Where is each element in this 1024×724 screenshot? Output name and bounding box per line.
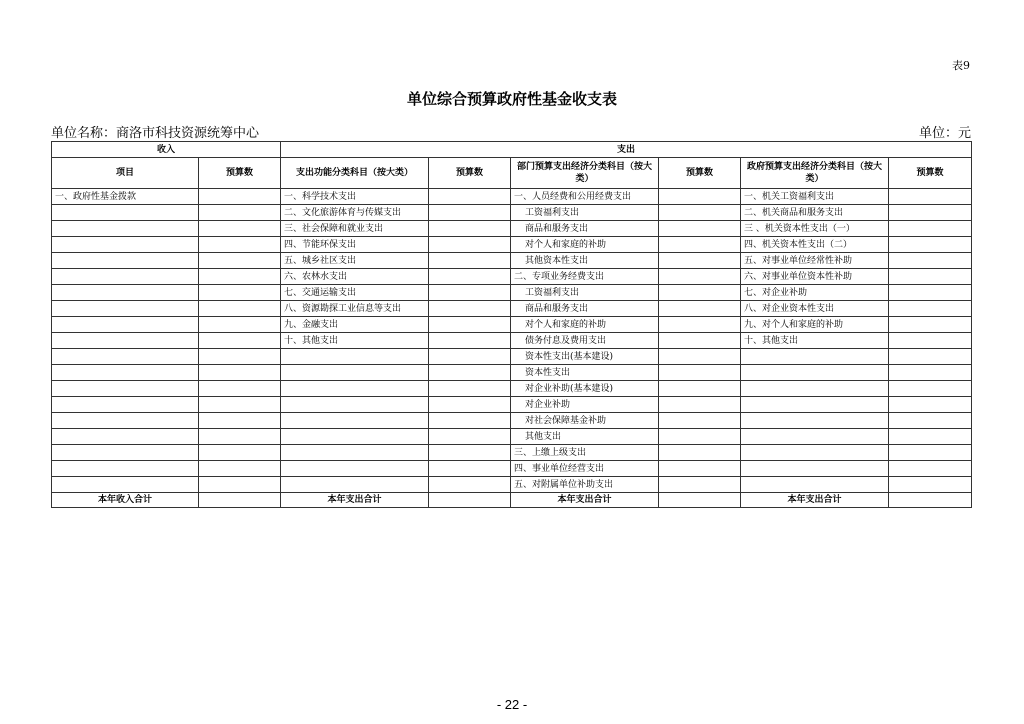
table-row <box>52 333 972 349</box>
org-name: 单位名称：商洛市科技资源统筹中心 <box>51 126 260 141</box>
gov-budget-cell <box>889 477 972 493</box>
func-budget-cell <box>429 237 511 253</box>
func-budget-cell <box>429 381 511 397</box>
gov-item-cell <box>741 397 889 413</box>
func-item-cell <box>281 413 429 429</box>
income-item-cell <box>52 269 199 285</box>
dept-budget-cell <box>659 445 741 461</box>
table-row <box>52 461 972 477</box>
gov-budget-cell <box>889 413 972 429</box>
dept-item-cell: 对个人和家庭的补助 <box>511 317 659 333</box>
func-item-cell: 六、农林水支出 <box>281 269 429 285</box>
dept-item-cell: 对企业补助(基本建设) <box>511 381 659 397</box>
func-item-cell <box>281 445 429 461</box>
func-class-header: 支出功能分类科目（按大类） <box>281 158 429 189</box>
gov-budget-cell <box>889 429 972 445</box>
gov-budget-cell <box>889 221 972 237</box>
gov-budget-cell <box>889 349 972 365</box>
income-budget-cell <box>199 349 281 365</box>
func-budget-cell <box>429 221 511 237</box>
func-budget-cell <box>429 285 511 301</box>
func-item-cell: 二、文化旅游体育与传媒支出 <box>281 205 429 221</box>
gov-item-cell <box>741 461 889 477</box>
income-budget-cell <box>199 445 281 461</box>
dept-budget-cell <box>659 477 741 493</box>
dept-budget-cell <box>659 317 741 333</box>
func-total-value <box>429 493 511 508</box>
func-budget-cell <box>429 349 511 365</box>
header-row-2 <box>52 158 972 189</box>
func-item-cell: 一、科学技术支出 <box>281 189 429 205</box>
table-row <box>52 381 972 397</box>
dept-item-cell: 商品和服务支出 <box>511 301 659 317</box>
gov-budget-cell <box>889 301 972 317</box>
table-row <box>52 253 972 269</box>
dept-item-cell: 二、专项业务经费支出 <box>511 269 659 285</box>
func-item-cell: 七、交通运输支出 <box>281 285 429 301</box>
table-row <box>52 477 972 493</box>
gov-item-cell: 三 、机关资本性支出（一） <box>741 221 889 237</box>
dept-item-cell: 三、上缴上级支出 <box>511 445 659 461</box>
income-budget-cell <box>199 461 281 477</box>
func-budget-cell <box>429 333 511 349</box>
income-budget-cell <box>199 381 281 397</box>
func-item-cell <box>281 461 429 477</box>
table-row <box>52 365 972 381</box>
func-budget-cell <box>429 365 511 381</box>
income-budget-cell <box>199 189 281 205</box>
table-row <box>52 445 972 461</box>
dept-budget-cell <box>659 253 741 269</box>
dept-item-cell: 一、人员经费和公用经费支出 <box>511 189 659 205</box>
gov-item-cell: 四、机关资本性支出（二） <box>741 237 889 253</box>
income-item-cell <box>52 461 199 477</box>
func-item-cell: 九、金融支出 <box>281 317 429 333</box>
income-budget-cell <box>199 237 281 253</box>
dept-item-cell: 工资福利支出 <box>511 205 659 221</box>
dept-budget-cell <box>659 301 741 317</box>
func-item-cell: 四、节能环保支出 <box>281 237 429 253</box>
gov-item-cell: 十、其他支出 <box>741 333 889 349</box>
gov-item-cell: 九、对个人和家庭的补助 <box>741 317 889 333</box>
gov-budget-cell <box>889 253 972 269</box>
income-item-cell <box>52 413 199 429</box>
gov-item-cell <box>741 413 889 429</box>
table-row <box>52 413 972 429</box>
totals-row <box>52 493 972 508</box>
table-row <box>52 205 972 221</box>
dept-budget-cell <box>659 461 741 477</box>
table-row <box>52 285 972 301</box>
func-budget-cell <box>429 317 511 333</box>
dept-item-cell: 五、对附属单位补助支出 <box>511 477 659 493</box>
income-item-cell <box>52 397 199 413</box>
func-budget-cell <box>429 301 511 317</box>
dept-budget-cell <box>659 381 741 397</box>
dept-budget-cell <box>659 285 741 301</box>
gov-item-cell <box>741 381 889 397</box>
income-budget-cell <box>199 317 281 333</box>
income-item-cell <box>52 253 199 269</box>
gov-item-cell <box>741 429 889 445</box>
income-total-label: 本年收入合计 <box>52 493 199 508</box>
dept-econ-class-header: 部门预算支出经济分类科目（按大类） <box>511 158 659 189</box>
table-number: 表9 <box>952 59 970 72</box>
dept-budget-cell <box>659 429 741 445</box>
income-budget-cell <box>199 269 281 285</box>
func-budget-cell <box>429 445 511 461</box>
gov-item-cell <box>741 445 889 461</box>
gov-budget-cell <box>889 381 972 397</box>
income-budget-cell <box>199 253 281 269</box>
gov-budget-cell <box>889 365 972 381</box>
dept-budget-cell <box>659 237 741 253</box>
income-item-cell: 一、政府性基金拨款 <box>52 189 199 205</box>
income-item-cell <box>52 221 199 237</box>
income-budget-cell <box>199 333 281 349</box>
dept-total-label: 本年支出合计 <box>511 493 659 508</box>
dept-item-cell: 债务付息及费用支出 <box>511 333 659 349</box>
budget-header: 预算数 <box>199 158 281 189</box>
func-budget-cell <box>429 269 511 285</box>
header-row-1 <box>52 142 972 158</box>
income-item-cell <box>52 429 199 445</box>
gov-item-cell <box>741 365 889 381</box>
func-item-cell <box>281 397 429 413</box>
func-item-cell: 八、资源勘探工业信息等支出 <box>281 301 429 317</box>
gov-item-cell: 八、对企业资本性支出 <box>741 301 889 317</box>
func-item-cell <box>281 477 429 493</box>
income-item-cell <box>52 301 199 317</box>
table-row <box>52 189 972 205</box>
dept-total-value <box>659 493 741 508</box>
func-budget-cell <box>429 477 511 493</box>
table-row <box>52 317 972 333</box>
gov-item-cell: 一、机关工资福利支出 <box>741 189 889 205</box>
func-item-cell <box>281 365 429 381</box>
dept-budget-cell <box>659 189 741 205</box>
budget-header: 预算数 <box>659 158 741 189</box>
dept-item-cell: 资本性支出(基本建设) <box>511 349 659 365</box>
income-budget-cell <box>199 413 281 429</box>
func-total-label: 本年支出合计 <box>281 493 429 508</box>
income-item-cell <box>52 365 199 381</box>
dept-budget-cell <box>659 413 741 429</box>
func-budget-cell <box>429 429 511 445</box>
table-row <box>52 221 972 237</box>
dept-item-cell: 其他支出 <box>511 429 659 445</box>
gov-item-cell: 五、对事业单位经常性补助 <box>741 253 889 269</box>
income-total-value <box>199 493 281 508</box>
budget-table <box>51 141 972 508</box>
dept-item-cell: 商品和服务支出 <box>511 221 659 237</box>
func-budget-cell <box>429 397 511 413</box>
gov-item-cell <box>741 477 889 493</box>
gov-budget-cell <box>889 205 972 221</box>
income-item-cell <box>52 237 199 253</box>
dept-item-cell: 工资福利支出 <box>511 285 659 301</box>
gov-budget-cell <box>889 317 972 333</box>
func-item-cell <box>281 381 429 397</box>
func-item-cell: 十、其他支出 <box>281 333 429 349</box>
dept-budget-cell <box>659 205 741 221</box>
income-budget-cell <box>199 205 281 221</box>
page-number: - 22 - <box>496 697 528 712</box>
gov-total-label: 本年支出合计 <box>741 493 889 508</box>
income-budget-cell <box>199 477 281 493</box>
dept-budget-cell <box>659 333 741 349</box>
income-item-cell <box>52 349 199 365</box>
gov-budget-cell <box>889 445 972 461</box>
income-budget-cell <box>199 285 281 301</box>
gov-budget-cell <box>889 333 972 349</box>
table-row <box>52 349 972 365</box>
gov-item-cell: 七、对企业补助 <box>741 285 889 301</box>
dept-item-cell: 其他资本性支出 <box>511 253 659 269</box>
gov-item-cell: 六、对事业单位资本性补助 <box>741 269 889 285</box>
dept-budget-cell <box>659 269 741 285</box>
dept-item-cell: 对社会保障基金补助 <box>511 413 659 429</box>
dept-item-cell: 对个人和家庭的补助 <box>511 237 659 253</box>
income-budget-cell <box>199 301 281 317</box>
item-header: 项目 <box>52 158 199 189</box>
dept-item-cell: 四、事业单位经营支出 <box>511 461 659 477</box>
document-title: 单位综合预算政府性基金收支表 <box>406 90 617 108</box>
dept-budget-cell <box>659 349 741 365</box>
gov-budget-cell <box>889 237 972 253</box>
gov-budget-cell <box>889 269 972 285</box>
income-item-cell <box>52 333 199 349</box>
func-budget-cell <box>429 205 511 221</box>
dept-budget-cell <box>659 221 741 237</box>
gov-item-cell: 二、机关商品和服务支出 <box>741 205 889 221</box>
func-item-cell <box>281 349 429 365</box>
income-item-cell <box>52 285 199 301</box>
func-item-cell: 五、城乡社区支出 <box>281 253 429 269</box>
dept-item-cell: 对企业补助 <box>511 397 659 413</box>
budget-header: 预算数 <box>889 158 972 189</box>
income-budget-cell <box>199 365 281 381</box>
table-body <box>52 189 972 493</box>
func-budget-cell <box>429 461 511 477</box>
dept-budget-cell <box>659 397 741 413</box>
income-item-cell <box>52 317 199 333</box>
expense-header: 支出 <box>281 142 972 158</box>
func-item-cell: 三、社会保障和就业支出 <box>281 221 429 237</box>
table-row <box>52 397 972 413</box>
func-budget-cell <box>429 413 511 429</box>
income-budget-cell <box>199 429 281 445</box>
gov-budget-cell <box>889 461 972 477</box>
dept-item-cell: 资本性支出 <box>511 365 659 381</box>
func-item-cell <box>281 429 429 445</box>
income-item-cell <box>52 205 199 221</box>
gov-budget-cell <box>889 189 972 205</box>
dept-budget-cell <box>659 365 741 381</box>
gov-total-value <box>889 493 972 508</box>
income-item-cell <box>52 477 199 493</box>
gov-econ-class-header: 政府预算支出经济分类科目（按大类） <box>741 158 889 189</box>
budget-header: 预算数 <box>429 158 511 189</box>
income-item-cell <box>52 445 199 461</box>
func-budget-cell <box>429 253 511 269</box>
table-row <box>52 301 972 317</box>
func-budget-cell <box>429 189 511 205</box>
table-row <box>52 429 972 445</box>
table-row <box>52 269 972 285</box>
currency-unit: 单位：元 <box>918 126 971 141</box>
table-row <box>52 237 972 253</box>
income-budget-cell <box>199 221 281 237</box>
income-item-cell <box>52 381 199 397</box>
income-budget-cell <box>199 397 281 413</box>
income-header: 收入 <box>52 142 281 158</box>
gov-item-cell <box>741 349 889 365</box>
gov-budget-cell <box>889 285 972 301</box>
gov-budget-cell <box>889 397 972 413</box>
